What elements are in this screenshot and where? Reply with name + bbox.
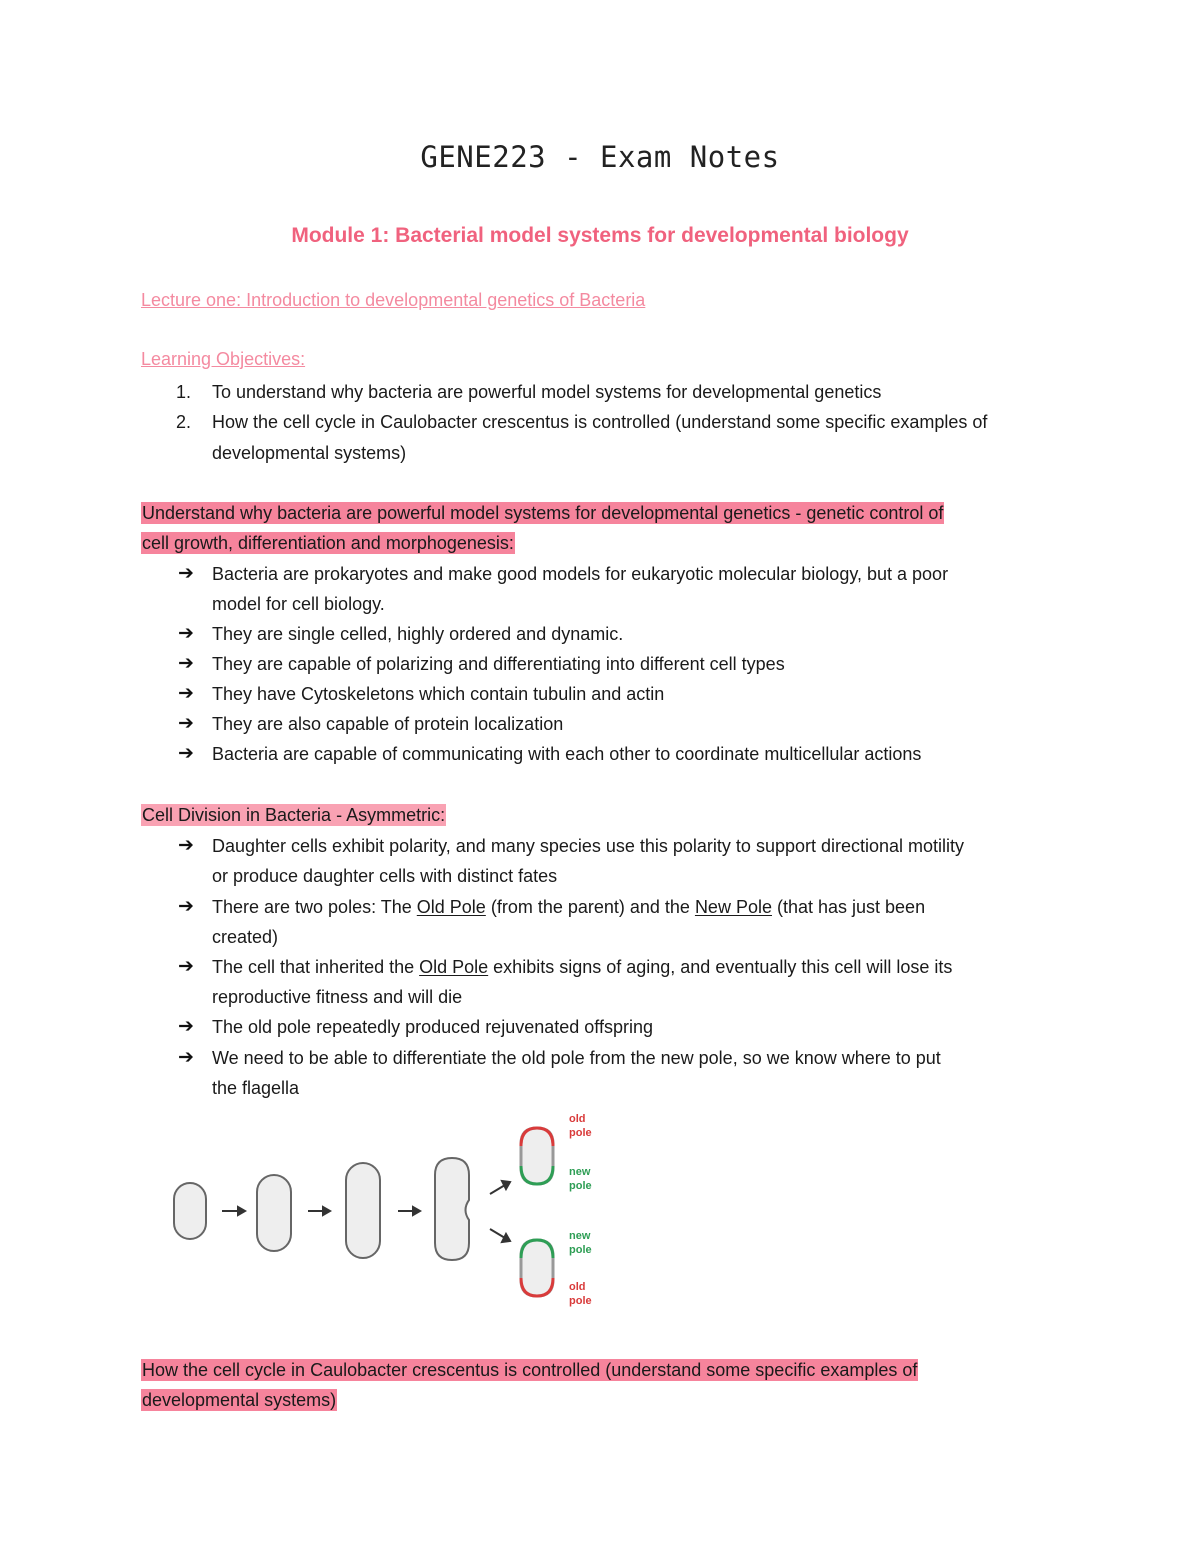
bullet-item: We need to be able to differentiate the old pole from the new pole, so we know where to put	[212, 1048, 941, 1068]
old-pole-term: Old Pole	[416, 897, 486, 917]
old-pole-label: old	[569, 1113, 586, 1125]
bullet-item-cont: created)	[212, 927, 279, 947]
bullet-item-cont: or produce daughter cells with distinct fates	[212, 866, 558, 886]
arrow-bullet-icon: ➔	[178, 563, 194, 584]
bullet-item-cont: reproductive fitness and will die	[212, 987, 463, 1007]
bullet-item: They have Cytoskeletons which contain tubulin and actin	[212, 684, 665, 704]
objective-item: To understand why bacteria are powerful model systems for developmental genetics	[212, 382, 882, 402]
bullet-item: There are two poles: The Old Pole (from the parent) and the New Pole (that has just been	[212, 897, 926, 917]
new-pole-term: New Pole	[694, 897, 772, 917]
page-title: GENE223 - Exam Notes	[420, 140, 780, 174]
objective-item-cont: developmental systems)	[212, 443, 407, 463]
arrow-bullet-icon: ➔	[178, 896, 194, 917]
new-pole-label: new	[569, 1166, 591, 1178]
bullet-item: The old pole repeatedly produced rejuvenated offspring	[212, 1017, 653, 1037]
arrow-bullet-icon: ➔	[178, 713, 194, 734]
old-pole-term: Old Pole	[419, 957, 489, 977]
arrow-bullet-icon: ➔	[178, 835, 194, 856]
bullet-item-cont: model for cell biology.	[212, 594, 385, 614]
bullet-item: Daughter cells exhibit polarity, and many species use this polarity to support directional motility	[212, 836, 965, 856]
cell-division-diagram	[165, 1108, 605, 1318]
daughter-cell-bottom	[521, 1240, 553, 1296]
arrow-bullet-icon: ➔	[178, 956, 194, 977]
objective-number: 1.	[176, 382, 192, 402]
cell-stage-3	[346, 1163, 380, 1258]
cell-stage-2	[257, 1175, 291, 1251]
objective-number: 2.	[176, 412, 192, 432]
section-heading-caulobacter: How the cell cycle in Caulobacter crescentus is controlled (understand some specific examples of	[142, 1360, 918, 1380]
new-pole-label: new	[569, 1230, 591, 1242]
bullet-item-cont: the flagella	[212, 1078, 300, 1098]
bullet-item: They are single celled, highly ordered and dynamic.	[212, 624, 624, 644]
new-pole-label: pole	[569, 1180, 592, 1192]
bullet-item: The cell that inherited the Old Pole exhibits signs of aging, and eventually this cell will lose its	[212, 957, 953, 977]
arrow-bullet-icon: ➔	[178, 623, 194, 644]
arrow-bullet-icon: ➔	[178, 1047, 194, 1068]
cell-stage-1	[174, 1183, 206, 1239]
section-heading-why-bacteria: Understand why bacteria are powerful model systems for developmental genetics - genetic control of	[142, 503, 944, 523]
bullet-item: Bacteria are prokaryotes and make good models for eukaryotic molecular biology, but a poor	[212, 564, 949, 584]
daughter-cell-top	[521, 1128, 553, 1184]
bullet-item: They are capable of polarizing and differentiating into different cell types	[212, 654, 785, 674]
arrow-bullet-icon: ➔	[178, 743, 194, 764]
section-heading-cell-division: Cell Division in Bacteria - Asymmetric:	[142, 805, 446, 825]
arrow-bullet-icon: ➔	[178, 653, 194, 674]
bullet-item: Bacteria are capable of communicating with each other to coordinate multicellular actions	[212, 744, 922, 764]
old-pole-label: old	[569, 1281, 586, 1293]
section-heading-why-bacteria-cont: cell growth, differentiation and morphogenesis:	[142, 533, 514, 553]
bullet-item: They are also capable of protein localization	[212, 714, 564, 734]
cell-stage-4-dividing	[435, 1158, 469, 1260]
arrow-bullet-icon: ➔	[178, 683, 194, 704]
section-heading-caulobacter-cont: developmental systems)	[142, 1390, 337, 1410]
new-pole-label: pole	[569, 1244, 592, 1256]
arrow-bullet-icon: ➔	[178, 1016, 194, 1037]
old-pole-label: pole	[569, 1127, 592, 1139]
objectives-heading: Learning Objectives:	[141, 349, 306, 369]
module-heading: Module 1: Bacterial model systems for developmental biology	[291, 224, 909, 247]
old-pole-label: pole	[569, 1295, 592, 1307]
objective-item: How the cell cycle in Caulobacter crescentus is controlled (understand some specific examples of	[212, 412, 988, 432]
lecture-heading: Lecture one: Introduction to developmental genetics of Bacteria	[141, 290, 646, 310]
